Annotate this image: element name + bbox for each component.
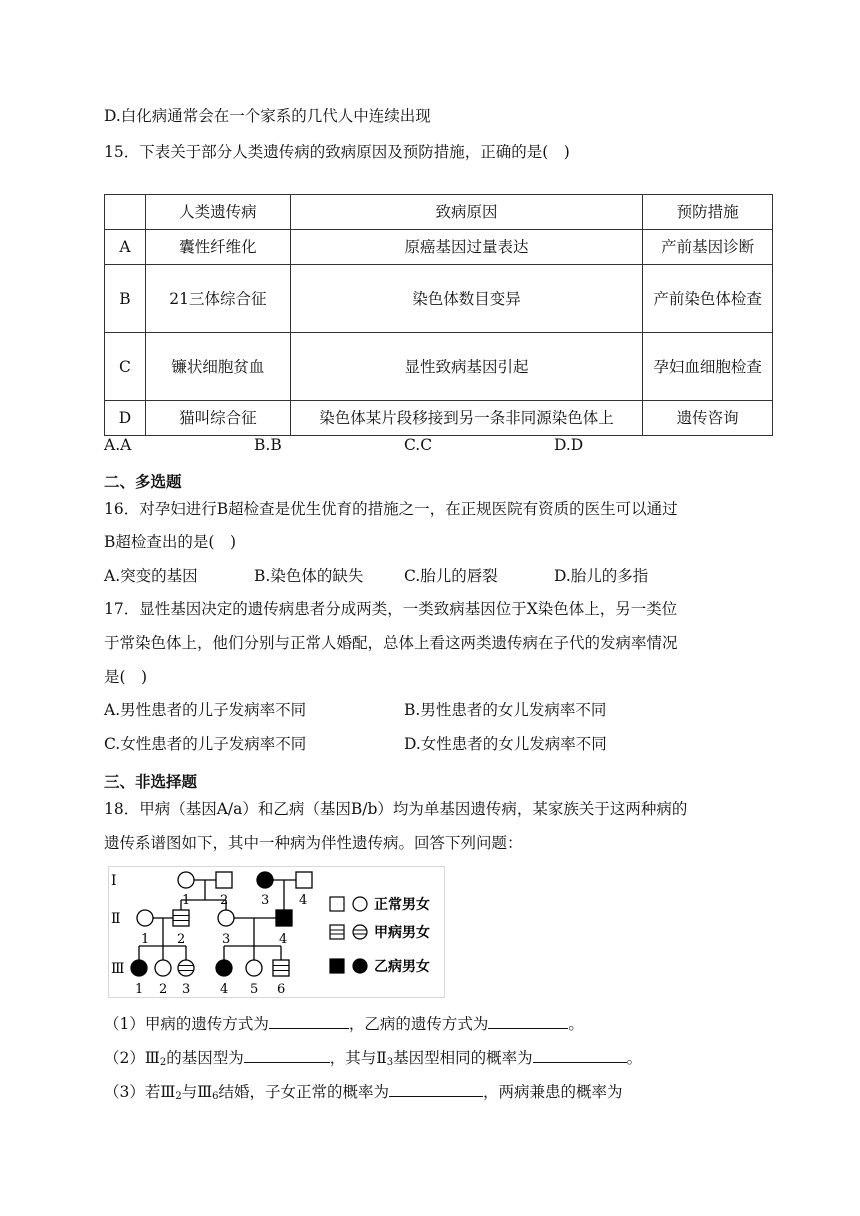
q18-sub1-text: （1）甲病的遗传方式为 (104, 1015, 269, 1033)
pedigree-III1-female-disease-b (131, 960, 147, 976)
pedigree-III4-female-disease-b (216, 960, 232, 976)
q16-option-c: C.胎儿的唇裂 (404, 567, 498, 585)
legend-label-normal: 正常男女 (374, 897, 430, 913)
pedigree-number: 6 (277, 982, 286, 997)
pedigree-number: 2 (220, 893, 229, 908)
table-row (105, 265, 773, 333)
q16-option-b: B.染色体的缺失 (254, 567, 364, 585)
q18-sub3-text: 与Ⅲ (181, 1083, 213, 1101)
pedigree-I3-female-disease-b (257, 872, 273, 888)
pedigree-II3-female (218, 910, 234, 926)
pedigree-number: 1 (135, 982, 144, 997)
pedigree-diagram (108, 866, 446, 998)
q18-sub3-text: ，两病兼患的概率为 (483, 1083, 623, 1101)
table-cell: 21三体综合征 (145, 265, 290, 333)
answer-blank[interactable] (269, 1014, 349, 1029)
q18-sub2 (104, 1046, 642, 1068)
answer-blank[interactable] (488, 1014, 568, 1029)
pedigree-number: 5 (250, 982, 259, 997)
section-title-non-choice: 三、非选择题 (104, 773, 198, 791)
q17-stem-line3: 是( ) (104, 668, 148, 686)
answer-blank[interactable] (533, 1048, 627, 1063)
legend-disease-b-female-icon (353, 959, 367, 973)
q15-option-b: B.B (254, 436, 282, 454)
q17-stem-line1: 17．显性基因决定的遗传病患者分成两类，一类致病基因位于X染色体上，另一类位 (104, 600, 678, 618)
pedigree-number: 2 (159, 982, 168, 997)
pedigree-III3-female-disease-a (178, 960, 194, 976)
table-cell: 染色体某片段移接到另一条非同源染色体上 (290, 401, 642, 436)
legend-normal-female-icon (353, 897, 367, 911)
pedigree-II1-female (137, 910, 153, 926)
pedigree-II4-male-disease-b (276, 910, 292, 926)
pedigree-number: 3 (222, 932, 231, 947)
q15-stem: 15．下表关于部分人类遗传病的致病原因及预防措施，正确的是( ) (104, 143, 570, 161)
q16-option-a: A.突变的基因 (104, 567, 198, 585)
q18-sub3-subscript: 2 (175, 1091, 182, 1102)
q18-sub3 (104, 1080, 623, 1102)
legend-normal-male-icon (330, 897, 344, 911)
table-cell: 显性致病基因引起 (290, 333, 642, 401)
q18-sub2-subscript: 2 (159, 1057, 167, 1068)
q18-sub1-text: ，乙病的遗传方式为 (348, 1015, 489, 1033)
q16-stem-line2: B超检查出的是( ) (104, 533, 236, 551)
table-header-row (105, 195, 773, 230)
q18-sub2-text: （2）Ⅲ (104, 1049, 160, 1067)
q18-sub2-text: 的基因型为 (166, 1049, 244, 1067)
table-cell: 产前基因诊断 (643, 230, 773, 265)
pedigree-number: 4 (220, 982, 229, 997)
q18-stem-line2: 遗传系谱图如下，其中一种病为伴性遗传病。回答下列问题： (104, 834, 523, 852)
pedigree-number: 2 (177, 932, 186, 947)
generation-label-II: Ⅱ (111, 911, 121, 927)
table-header-cell: 致病原因 (290, 195, 642, 230)
table-header-cell: 预防措施 (643, 195, 773, 230)
table-cell: A (105, 230, 146, 265)
table-cell: D (105, 401, 146, 436)
q14-option-d: D.白化病通常会在一个家系的几代人中连续出现 (104, 107, 431, 125)
table-row (105, 401, 773, 436)
table-cell: 染色体数目变异 (290, 265, 642, 333)
table-cell: B (105, 265, 146, 333)
pedigree-II2-male-disease-a (173, 910, 189, 926)
q18-sub3-text: （3）若Ⅲ (104, 1083, 176, 1101)
table-header-cell (105, 195, 146, 230)
legend-disease-a-female-icon (353, 925, 367, 939)
answer-blank[interactable] (244, 1048, 330, 1063)
pedigree-I2-male (216, 872, 232, 888)
answer-blank[interactable] (389, 1082, 483, 1097)
q15-option-a: A.A (104, 436, 132, 454)
q15-table (104, 194, 773, 436)
pedigree-III5-female (246, 960, 262, 976)
q18-sub2-text: 基因型相同的概率为 (393, 1049, 533, 1067)
table-cell: 孕妇血细胞检查 (643, 333, 773, 401)
pedigree-number: 1 (141, 932, 150, 947)
q16-option-d: D.胎儿的多指 (554, 567, 649, 585)
q16-stem-line1: 16．对孕妇进行B超检查是优生优育的措施之一，在正规医院有资质的医生可以通过 (104, 500, 678, 518)
q18-sub3-subscript: 6 (212, 1091, 219, 1102)
q18-sub3-text: 结婚，子女正常的概率为 (218, 1083, 390, 1101)
q18-sub2-text: 。 (626, 1049, 643, 1067)
table-cell: 镰状细胞贫血 (145, 333, 290, 401)
pedigree-number: 4 (299, 893, 308, 908)
pedigree-III2-female (155, 960, 171, 976)
q18-stem-line1: 18．甲病（基因A/a）和乙病（基因B/b）均为单基因遗传病，某家族关于这两种病的 (104, 800, 688, 818)
generation-label-I: Ⅰ (111, 873, 117, 889)
pedigree-number: 3 (261, 893, 270, 908)
q18-sub2-text: ，其与Ⅱ (329, 1049, 387, 1067)
q15-option-d: D.D (554, 436, 584, 454)
q18-sub2-subscript: 3 (386, 1057, 394, 1068)
pedigree-number: 4 (279, 932, 288, 947)
q15-option-c: C.C (404, 436, 433, 454)
legend-label-disease-b: 乙病男女 (374, 959, 430, 975)
pedigree-III6-male-disease-a (273, 960, 289, 976)
table-row (105, 333, 773, 401)
table-cell: 产前染色体检查 (643, 265, 773, 333)
pedigree-I4-male (296, 872, 312, 888)
table-header-cell: 人类遗传病 (145, 195, 290, 230)
q17-option-d: D.女性患者的女儿发病率不同 (404, 735, 607, 753)
q17-option-a: A.男性患者的儿子发病率不同 (104, 701, 307, 719)
section-title-multi-choice: 二、多选题 (104, 473, 182, 491)
q17-option-c: C.女性患者的儿子发病率不同 (104, 735, 307, 753)
table-cell: C (105, 333, 146, 401)
legend-disease-b-male-icon (330, 959, 344, 973)
legend-disease-a-male-icon (330, 925, 344, 939)
table-cell: 囊性纤维化 (145, 230, 290, 265)
q18-sub1 (104, 1012, 584, 1034)
table-row (105, 230, 773, 265)
generation-label-III: Ⅲ (111, 961, 125, 977)
q17-stem-line2: 于常染色体上，他们分别与正常人婚配，总体上看这两类遗传病在子代的发病率情况 (104, 634, 678, 652)
q17-option-b: B.男性患者的女儿发病率不同 (404, 701, 607, 719)
q18-sub1-text: 。 (568, 1015, 584, 1033)
pedigree-number: 1 (182, 893, 191, 908)
table-cell: 遗传咨询 (643, 401, 773, 436)
legend-label-disease-a: 甲病男女 (374, 925, 430, 941)
pedigree-I1-female (178, 872, 194, 888)
table-cell: 猫叫综合征 (145, 401, 290, 436)
pedigree-number: 3 (182, 982, 191, 997)
table-cell: 原癌基因过量表达 (290, 230, 642, 265)
